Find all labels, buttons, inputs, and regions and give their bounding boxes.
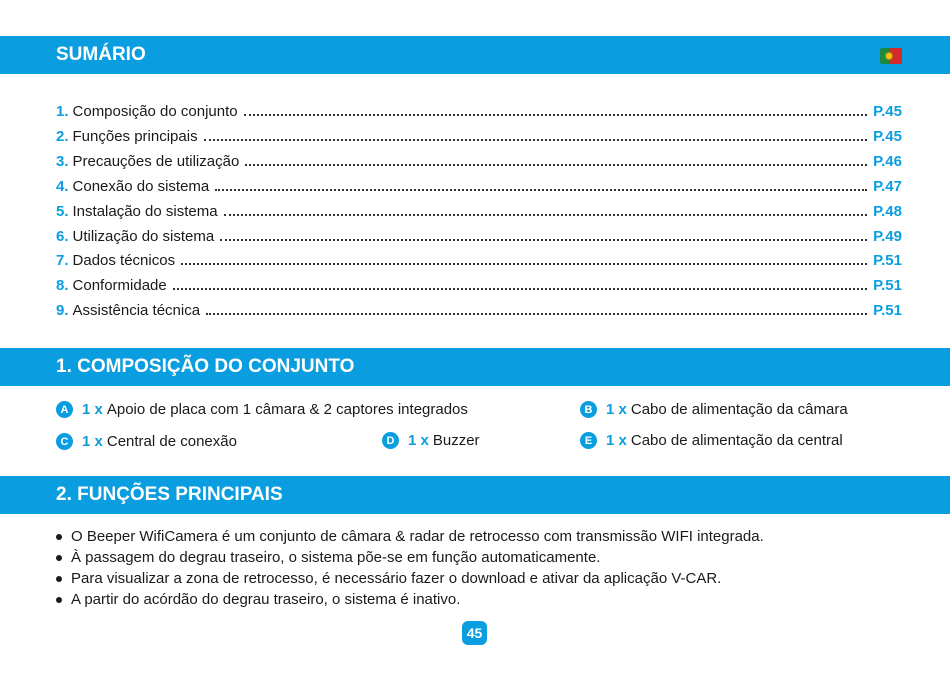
- list-item: [56, 568, 764, 589]
- letter-e-badge: E: [580, 432, 597, 449]
- letter-d-badge: D: [382, 432, 399, 449]
- toc-label: Instalação do sistema: [72, 203, 218, 220]
- toc-entry[interactable]: [56, 269, 902, 294]
- toc-page: P.51: [873, 302, 902, 319]
- component-label: Cabo de alimentação da central: [630, 432, 843, 449]
- letter-a-badge: A: [56, 401, 73, 418]
- toc-label: Funções principais: [72, 128, 198, 145]
- toc-leader: [220, 239, 867, 241]
- composition-title: 1. COMPOSIÇÃO DO CONJUNTO: [56, 356, 355, 377]
- component-label: Buzzer: [432, 432, 480, 449]
- toc-page: P.51: [873, 252, 902, 269]
- portugal-flag-icon: [880, 48, 902, 64]
- toc-number: 3.: [56, 153, 69, 170]
- component-qty: 1 x: [606, 432, 627, 449]
- functions-list: [56, 526, 764, 610]
- toc-entry[interactable]: [56, 244, 902, 269]
- toc-entry[interactable]: [56, 95, 902, 120]
- toc-page: P.47: [873, 178, 902, 195]
- toc-number: 7.: [56, 252, 69, 269]
- component-qty: 1 x: [606, 401, 627, 418]
- component-item: [580, 432, 843, 449]
- list-item: [56, 526, 764, 547]
- toc-entry[interactable]: [56, 120, 902, 145]
- toc-number: 4.: [56, 178, 69, 195]
- bullet-icon: [56, 576, 62, 582]
- bullet-text: À passagem do degrau traseiro, o sistema põe-se em função automaticamente.: [71, 549, 601, 566]
- toc-leader: [173, 288, 867, 290]
- composition-header: [0, 348, 950, 386]
- toc-page: P.48: [873, 203, 902, 220]
- toc-leader: [215, 189, 867, 191]
- component-qty: 1 x: [82, 433, 103, 450]
- letter-b-badge: B: [580, 401, 597, 418]
- toc-leader: [204, 139, 867, 141]
- toc-label: Assistência técnica: [72, 302, 201, 319]
- component-item: [56, 433, 237, 450]
- component-label: Apoio de placa com 1 câmara & 2 captores integrados: [106, 401, 468, 418]
- toc-entry[interactable]: [56, 145, 902, 170]
- toc-page: P.51: [873, 277, 902, 294]
- component-qty: 1 x: [82, 401, 103, 418]
- component-item: [56, 401, 468, 418]
- toc-page: P.49: [873, 228, 902, 245]
- bullet-text: Para visualizar a zona de retrocesso, é necessário fazer o download e ativar da aplicação V-CAR.: [71, 570, 722, 587]
- component-label: Central de conexão: [106, 433, 237, 450]
- toc-leader: [244, 114, 867, 116]
- toc-number: 6.: [56, 228, 69, 245]
- summary-header: [0, 36, 950, 74]
- bullet-icon: [56, 534, 62, 540]
- toc-leader: [181, 263, 867, 265]
- toc-leader: [206, 313, 867, 315]
- bullet-text: A partir do acórdão do degrau traseiro, o sistema é inativo.: [71, 591, 461, 608]
- bullet-text: O Beeper WifiCamera é um conjunto de câmara & radar de retrocesso com transmissão WIFI integrada.: [71, 528, 764, 545]
- toc-entry[interactable]: [56, 294, 902, 319]
- functions-header: [0, 476, 950, 514]
- toc-label: Conexão do sistema: [72, 178, 210, 195]
- toc-label: Utilização do sistema: [72, 228, 215, 245]
- component-qty: 1 x: [408, 432, 429, 449]
- letter-c-badge: C: [56, 433, 73, 450]
- list-item: [56, 589, 764, 610]
- page-number: 45: [462, 621, 487, 645]
- toc-leader: [245, 164, 867, 166]
- toc-entry[interactable]: [56, 170, 902, 195]
- toc-label: Dados técnicos: [72, 252, 176, 269]
- toc-label: Precauções de utilização: [72, 153, 240, 170]
- toc-number: 8.: [56, 277, 69, 294]
- toc-number: 9.: [56, 302, 69, 319]
- summary-title: SUMÁRIO: [56, 44, 146, 65]
- toc-entry[interactable]: [56, 195, 902, 220]
- toc-label: Conformidade: [72, 277, 167, 294]
- toc-page: P.45: [873, 128, 902, 145]
- toc-page: P.45: [873, 103, 902, 120]
- toc-label: Composição do conjunto: [72, 103, 238, 120]
- toc-leader: [224, 214, 867, 216]
- bullet-icon: [56, 597, 62, 603]
- toc-entry[interactable]: [56, 220, 902, 245]
- toc-number: 1.: [56, 103, 69, 120]
- toc-page: P.46: [873, 153, 902, 170]
- component-item: [382, 432, 480, 449]
- toc-number: 5.: [56, 203, 69, 220]
- functions-title: 2. FUNÇÕES PRINCIPAIS: [56, 484, 283, 505]
- list-item: [56, 547, 764, 568]
- component-label: Cabo de alimentação da câmara: [630, 401, 848, 418]
- toc-number: 2.: [56, 128, 69, 145]
- bullet-icon: [56, 555, 62, 561]
- component-item: [580, 401, 848, 418]
